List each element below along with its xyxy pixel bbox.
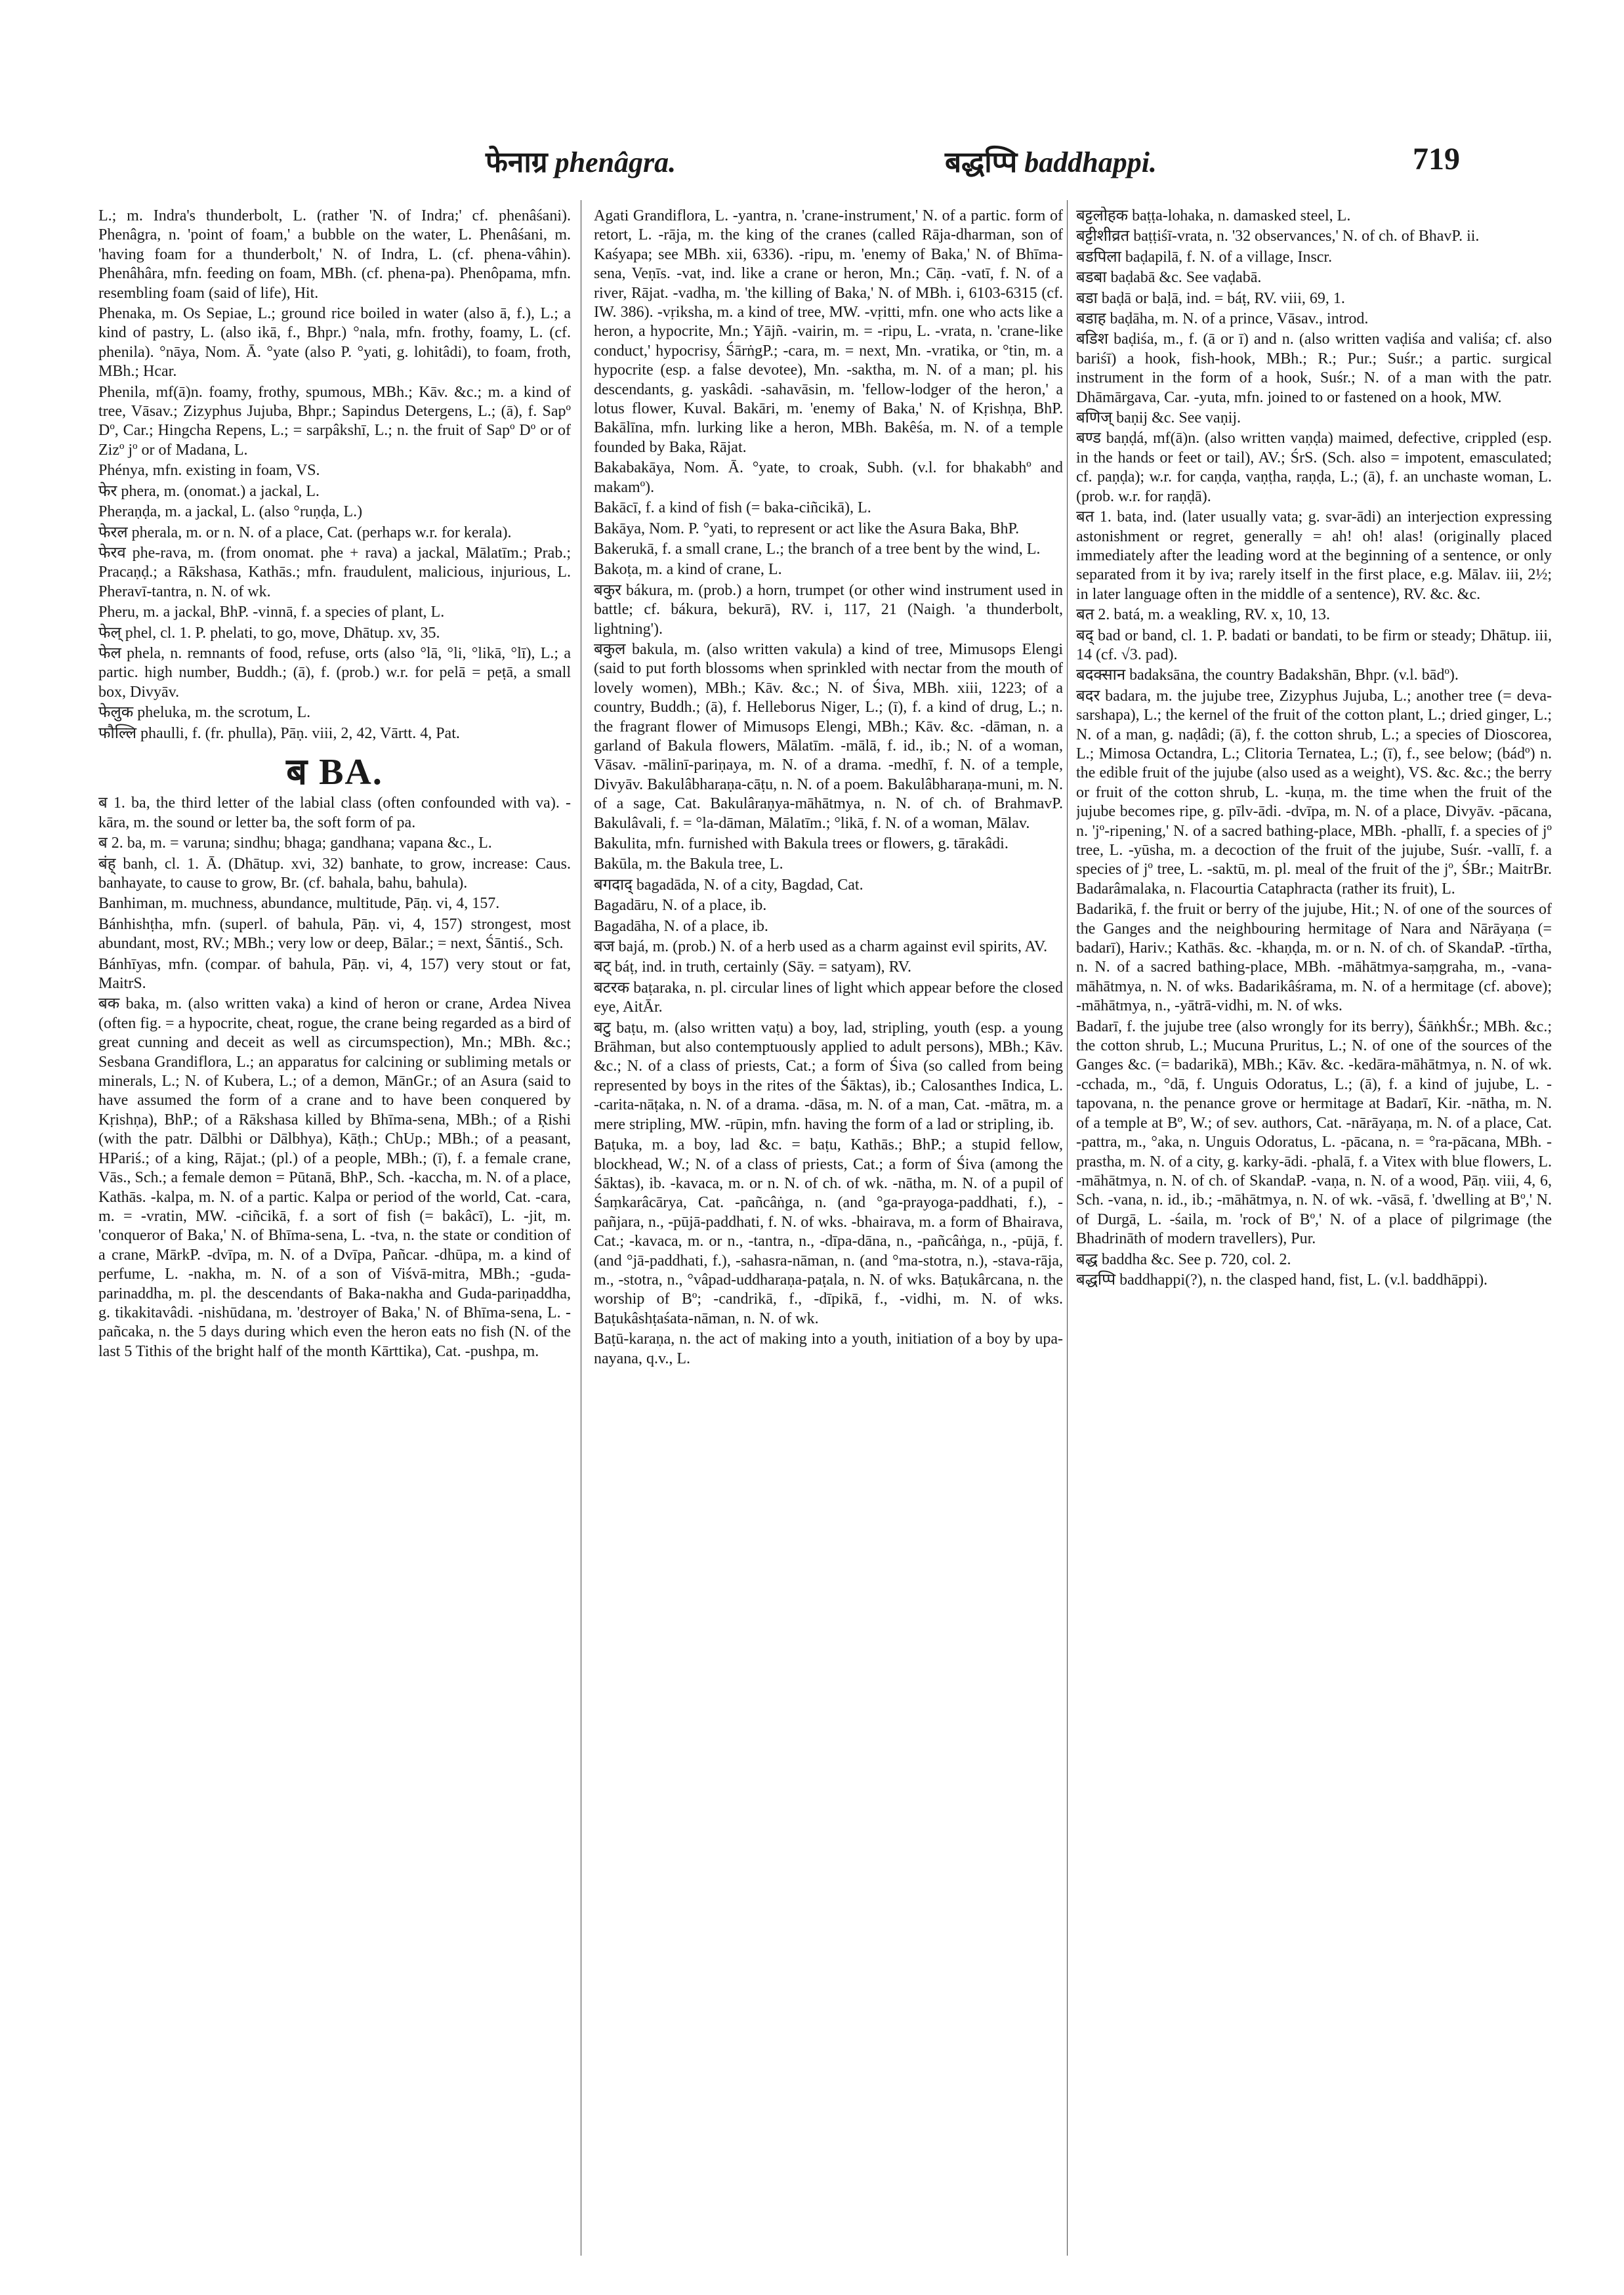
entry: बट्टलोहक baṭṭa-lohaka, n. damasked steel, L. xyxy=(1076,207,1351,224)
entry: बडिश baḍiśa, m., f. (ā or ī) and n. (also written vaḍiśa and valiśa; cf. also bariśī) a hook, fish-hook, MBh.; R.; Pur.; Suśr.; a partic. surgical instrument in the form of a hook, Suśr.; N. of a man with the patr. Dhāmārgava, Car. -yuta, mfn. joined to or fastened on a hook, MW. xyxy=(1076,331,1552,406)
entry: बगदाद् bagadāda, N. of a city, Bagdad, Cat. xyxy=(594,876,864,894)
entry: बद्ध baddha &c. See p. 720, col. 2. xyxy=(1076,1251,1291,1268)
header-left-roman: phenâgra. xyxy=(554,146,677,178)
entry: फेल phela, n. remnants of food, refuse, orts (also °lā, °li, °likā, °lī), L.; a partic. high number, Buddh.; (ā), f. (prob.) w.r. for pelā = peṭā, a small box, Divyāv. xyxy=(98,644,571,701)
column-1 xyxy=(98,207,571,2269)
page-header xyxy=(33,141,1591,180)
entry: बंह् banh, cl. 1. Ā. (Dhātup. xvi, 32) banhate, to grow, increase: Caus. banhayate, to cause to grow, Br. (cf. bahala, bahu, bahula). xyxy=(98,855,571,892)
entry: बदक्सान badaksāna, the country Badakshān, Bhpr. (v.l. bādº). xyxy=(1076,667,1459,684)
entry: फेरल pherala, m. or n. N. of a place, Cat. (perhaps w.r. for kerala). xyxy=(98,524,512,541)
entry: Bakūla, m. the Bakula tree, L. xyxy=(594,856,783,873)
entry: बक baka, m. (also written vaka) a kind of heron or crane, Ardea Nivea (often fig. = a hypocrite, cheat, rogue, the crane being regarded as a bird of great cunning and deceit as well as circumspection), Mn.; MBh. &c.; Sesbana Grandiflora, L.; an apparatus for calcining or subliming metals or minerals, L.; N. of Kubera, L.; of a demon, MānGr.; of an Asura (said to have assumed the form of a crane and to have been conquered by Kṛishṇa), BhP.; of a Rākshasa killed by Bhīma-sena, MBh.; of a Ṛishi (with the patr. Dālbhi or Dālbhya), Kāṭh.; ChUp.; MBh.; of a peasant, HPariś.; of a king, Rājat.; (pl.) of a people, MBh.; (ī), f. a female crane, Vās., Sch.; a female demon = Pūtanā, BhP., Sch. -kaccha, m. N. of a place, Kathās. -kalpa, m. N. of a partic. Kalpa or period of the world, Cat. -cara, m. = -vratin, MW. -ciñcikā, f. a sort of fish (= bakâcī), L. -jit, m. 'conqueror of Baka,' N. of Bhīma-sena, L. -tva, n. the state or condition of a crane, MārkP. -dvīpa, m. N. of a Dvīpa, Pañcar. -dhūpa, m. a kind of perfume, L. -nakha, m. N. of a son of Viśvā-mitra, MBh.; -guda-parinaddha, m. pl. the descendants of Baka-nakha and Guda-pariṇaddha, g. tikakitavâdi. -nishūdana, m. 'destroyer of Baka,' N. of Bhīma-sena, L. -pañcaka, n. the 5 days during which even the heron eats no fish (N. of the last 5 Tithis of the bright half of the month Kārttika), Cat. -pushpa, m. xyxy=(98,995,571,1360)
entry: Agati Grandiflora, L. -yantra, n. 'crane-instrument,' N. of a partic. form of retort, L. -rāja, m. the king of the cranes (called Rāja-dharman, son of Kaśyapa; see MBh. xii, 6336). -ripu, m. 'enemy of Baka,' N. of Bhīma-sena, Veṇīs. -vat, ind. like a crane or heron, Mn.; Cāṇ. -vatī, f. N. of a river, Rājat. -vadha, m. 'the killing of Baka,' N. of MBh. i, 6103-6315 (cf. IW. 386). -vṛiksha, m. a kind of tree, MW. -vṛitti, mfn. one who acts like a heron, a hypocrite, Mn.; Yājñ. -vairin, m. = -ripu, L. -vrata, n. 'crane-like conduct,' hypocrisy, ŚārṅgP.; -cara, m. = next, Mn. -vratika, or °tin, m. a hypocrite (esp. a false devotee), Mn. -saktha, m. N. of a man; pl. his descendants, g. yaskâdi. -sahavāsin, m. 'fellow-lodger of the heron,' a lotus flower, Kuval. Bakāri, m. 'enemy of Baka,' N. of Kṛishṇa, BhP. Bakālīna, mfn. lurking like a heron, MBh. Bakêśa, m. N. of a temple founded by Baka, Rājat. xyxy=(594,207,1063,456)
entry: ब 1. ba, the third letter of the labial class (often confounded with va). -kāra, m. the sound or letter ba, the soft form of pa. xyxy=(98,795,571,831)
entry: बद् bad or band, cl. 1. P. badati or bandati, to be firm or steady; Dhātup. iii, 14 (cf. √3. pad). xyxy=(1076,627,1552,663)
entry: Phénya, mfn. existing in foam, VS. xyxy=(98,462,320,480)
entry: Baṭū-karaṇa, n. the act of making into a youth, initiation of a boy by upa-nayana, q.v., L. xyxy=(594,1331,1063,1367)
entry: बद्धप्पि baddhappi(?), n. the clasped hand, fist, L. (v.l. baddhāppi). xyxy=(1076,1271,1488,1289)
entry: Pheru, m. a jackal, BhP. -vinnā, f. a species of plant, L. xyxy=(98,604,445,621)
entry: बज bajá, m. (prob.) N. of a herb used as a charm against evil spirits, AV. xyxy=(594,938,1048,956)
entry: बण्ड baṇḍá, mf(ā)n. (also written vaṇḍa) maimed, defective, crippled (esp. in the hands or feet or tail), AV.; ŚrS. (Sch. also = impotent, emasculated; cf. paṇḍa); w.r. for caṇḍa, vaṇṭha, raṇḍa, L.; (ā), f. an unchaste woman, L. (prob. w.r. for raṇḍā). xyxy=(1076,430,1552,505)
header-left-devanagari: फेनाग्र xyxy=(486,146,548,178)
entry: फेलुक pheluka, m. the scrotum, L. xyxy=(98,704,311,722)
header-center-headword xyxy=(945,141,1157,180)
entry: फौल्लि phaulli, f. (fr. phulla), Pāṇ. viii, 2, 42, Vārtt. 4, Pat. xyxy=(98,724,460,742)
header-center-devanagari: बद्धप्पि xyxy=(945,146,1018,178)
entry: बकुर bákura, m. (prob.) a horn, trumpet (or other wind instrument used in battle; cf. bákura, bekurā), RV. i, 117, 21 (Naigh. 'a thunderbolt, lightning'). xyxy=(594,581,1063,638)
header-left-headword xyxy=(486,141,676,180)
entry: बकुल bakula, m. (also written vakula) a kind of tree, Mimusops Elengi (said to put forth blossoms when sprinkled with nectar from the mouth of lovely women), MBh.; Kāv. &c.; N. of Śiva, MBh. xiii, 1223; of a country, Buddh.; (ā), f. Helleborus Niger, L.; (ī), f. a kind of drug, L.; n. the fragrant flower of Mimusops Elengi, MBh.; Kāv. &c. -dāman, n. a garland of Bakula flowers, Mālatīm. -mālā, f. id., ib.; N. of a woman, Vāsav. -mālinī-pariṇaya, m. N. of a drama. -medhī, f. N. of a temple, Divyāv. Bakulâbharaṇa-cāṭu, n. N. of a poem. Bakulâbharaṇa-muni, m. N. of a sage, Cat. Bakulâraṇya-māhātmya, n. N. of ch. of BrahmavP. Bakulâvali, f. = °la-dāman, Mālatīm.; °likā, f. N. of a woman, Mālav. xyxy=(594,640,1063,832)
entry: Bakabakāya, Nom. Ā. °yate, to croak, Subh. (v.l. for bhakabhº and makamº). xyxy=(594,459,1063,496)
entry: फेर phera, m. (onomat.) a jackal, L. xyxy=(98,482,320,500)
entry: Phenila, mf(ā)n. foamy, frothy, spumous, MBh.; Kāv. &c.; m. a kind of tree, Vāsav.; Zizyphus Jujuba, Bhpr.; Sapindus Detergens, L.; (ā), f. Sapº Dº, Car.; Hingcha Repens, L.; = sarpâkshī, L.; n. the fruit of Sapº Dº or of Zizº jº or of Madana, L. xyxy=(98,383,571,459)
column-2 xyxy=(594,207,1063,2269)
entry: बट्टीशीव्रत baṭṭiśī-vrata, n. '32 observances,' N. of ch. of BhavP. ii. xyxy=(1076,228,1480,245)
entry: Phenaka, m. Os Sepiae, L.; ground rice boiled in water (also ā, f.), L.; a kind of pastry, L. (also ikā, f., Bhpr.) °nala, mfn. frothy, foamy, L. (cf. phenila). °nāya, Nom. Ā. °yate (also P. °yati, g. lohitâdi), to foam, froth, MBh.; Hcar. xyxy=(98,305,571,381)
header-center-roman: baddhappi. xyxy=(1024,146,1157,178)
entry: Bakulita, mfn. furnished with Bakula trees or flowers, g. tārakâdi. xyxy=(594,835,1009,852)
column-divider xyxy=(1067,200,1068,2256)
entry: ब 2. ba, m. = varuna; sindhu; bhaga; gandhana; vapana &c., L. xyxy=(98,835,492,852)
page-number: 719 xyxy=(1413,142,1460,176)
entry: Baṭuka, m. a boy, lad &c. = baṭu, Kathās.; BhP.; a stupid fellow, blockhead, W.; N. of a class of priests, Cat.; a form of Śiva (among the Śāktas), ib. -kavaca, m. or n. N. of ch. of wk. -nātha, m. N. of a pupil of Śaṃkarâcārya, Cat. -pañcâṅga, n. (and °ga-prayoga-paddhati, f.), -pañjara, n., -pūjā-paddhati, f. N. of wks. -bhairava, m. a form of Bhairava, Cat.; -kavaca, m. or n., -tantra, n., -dīpa-dāna, n., -pañcâṅga, n., -pūjā, f. (and °jā-paddhati, f.), -sahasra-nāman, n. (and °ma-stotra, n.), -stava-rāja, m., -stotra, n., °vâpad-uddharaṇa-paṭala, n. N. of wks. Baṭukârcana, n. the worship of Bº; -candrikā, f., -dīpikā, f., -vidhi, m. N. of wks. Baṭukâshṭaśata-nāman, n. N. of wk. xyxy=(594,1136,1063,1327)
entry: Bakācī, f. a kind of fish (= baka-ciñcikā), L. xyxy=(594,499,871,517)
column-3 xyxy=(1076,207,1552,2269)
entry: फेरव phe-rava, m. (from onomat. phe + rava) a jackal, Mālatīm.; Prab.; Pracaṇḍ.; a Rākshasa, Kathās.; mfn. fraudulent, malicious, injurious, L. Pheravī-tantra, n. N. of wk. xyxy=(98,544,571,600)
entry: Bánhīyas, mfn. (compar. of bahula, Pāṇ. vi, 4, 157) very stout or fat, MaitrS. xyxy=(98,955,571,993)
entry: Bakāya, Nom. P. °yati, to represent or act like the Asura Baka, BhP. xyxy=(594,520,1020,537)
entry: बटरक baṭaraka, n. pl. circular lines of light which appear before the closed eye, AitĀr. xyxy=(594,979,1063,1016)
entry: L.; m. Indra's thunderbolt, L. (rather 'N. of Indra;' cf. phenâśani). Phenâgra, n. 'point of foam,' a bubble on the water, L. Phenâśani, m. 'having foam for a thunderbolt,' N. of Indra, L. (cf. phena-vâhin). Phenâhâra, mfn. feeding on foam, MBh. (cf. phena-pa). Phenôpama, mfn. resembling foam (said of life), Hit. xyxy=(98,207,571,302)
entry: Bagadāha, N. of a place, ib. xyxy=(594,917,768,935)
entry: बदर badara, m. the jujube tree, Zizyphus Jujuba, L.; another tree (= deva-sarshapa), L.; the kernel of the fruit of the cotton plant, L.; dried ginger, L.; N. of a man, g. naḍâdi; (ā), f. the cotton shrub, L.; a species of Dioscorea, L.; Mimosa Octandra, L.; Clitoria Ternatea, L.; (ī), f., see below; (bádº) n. the edible fruit of the jujube (also used as a weight), VS. &c. &c.; the berry or fruit of the cotton shrub, L. -kuṇa, m. the time when the fruit of the jujube becomes ripe, g. pīlv-ādi. -dvīpa, m. N. of a place, Divyāv. -pācana, n. 'jº-ripening,' N. of a sacred bathing-place, MBh. -phallī, f. a species of jº tree, L. -yūsha, m. a decoction of the fruit of the jujube, Suśr. -vallī, f. a species of jº tree, L. -saktū, m. pl. meal of the fruit of the jº, ŚBr.; MaitrBr. Badarâmalaka, n. Flacourtia Cataphracta (rather its fruit), L. xyxy=(1076,687,1552,898)
section-title: ब BA. xyxy=(286,751,383,793)
entry: बडाह baḍāha, m. N. of a prince, Vāsav., introd. xyxy=(1076,310,1369,328)
entry: बडपिला baḍapilā, f. N. of a village, Inscr. xyxy=(1076,248,1333,266)
entry: Bakerukā, f. a small crane, L.; the branch of a tree bent by the wind, L. xyxy=(594,540,1041,558)
entry: बटु baṭu, m. (also written vaṭu) a boy, lad, stripling, youth (esp. a young Brāhman, but also contemptuously applied to adult persons), MBh.; Kāv. &c.; N. of a class of priests, Cat.; a form of Śiva (so called from being represented by boys in the rites of the Śāktas), ib.; Calosanthes Indica, L. -carita-nāṭaka, n. N. of a drama. -dāsa, m. N. of a man, Cat. -mātra, m. a mere stripling, MW. -rūpin, mfn. having the form of a lad or stripling, ib. xyxy=(594,1019,1063,1133)
entry: बणिज् baṇij &c. See vaṇij. xyxy=(1076,409,1241,427)
entry: Bakoṭa, m. a kind of crane, L. xyxy=(594,561,782,579)
entry: बत 1. bata, ind. (later usually vata; g. svar-ādi) an interjection expressing astonishment or regret, generally = ah! oh! alas! (originally placed immediately after the leading word at the beginning of a sentence, or only separated from it by iva; rarely itself in the first place, e.g. Mālav. iii, 2½; in later language often in the middle of a sentence), RV. &c. &c. xyxy=(1076,508,1552,603)
entry: बट् báṭ, ind. in truth, certainly (Sāy. = satyam), RV. xyxy=(594,959,912,976)
entry: फेल् phel, cl. 1. P. phelati, to go, move, Dhātup. xv, 35. xyxy=(98,624,440,642)
entry: बडा baḍā or baḷā, ind. = báṭ, RV. viii, 69, 1. xyxy=(1076,289,1345,307)
entry: बडबा baḍabā &c. See vaḍabā. xyxy=(1076,269,1262,287)
entry: Badarī, f. the jujube tree (also wrongly for its berry), ŚāṅkhŚr.; MBh. &c.; the cotton shrub, L.; Mucuna Pruritus, L.; N. of one of the sources of the Ganges &c. (= badarikā), MBh.; Kāv. &c. -kedāra-māhātmya, n. N. of wk. -cchada, m., °dā, f. Unguis Odoratus, L.; (ā), f. a kind of jujube, L. -tapovana, n. the penance grove or hermitage at Badarī, Kir. -nātha, m. N. of a temple at Bº, W.; of sev. authors, Cat. -nārāyaṇa, m. N. of a place, Cat. -pattra, m., °aka, n. Unguis Odoratus, L. -pācana, n. = °ra-pācana, MBh. -prastha, m. N. of a city, g. karky-ādi. -phalā, f. a Vitex with blue flowers, L. -māhātmya, n. N. of ch. of SkandaP. -vaṇa, n. N. of a wood, Pāṇ. viii, 4, 6, Sch. -vana, n. id., ib.; -māhātmya, n. N. of wk. -vāsā, f. 'dwelling at Bº,' N. of Durgā, L. -śaila, m. 'rock of Bº,' N. of a place of pilgrimage (the Bhadrināth of modern travellers), Pur. xyxy=(1076,1018,1552,1248)
entry: Bánhishṭha, mfn. (superl. of bahula, Pāṇ. vi, 4, 157) strongest, most abundant, most, RV.; MBh.; very low or deep, Bālar.; = next, Śāntiś., Sch. xyxy=(98,915,571,953)
entry: Banhiman, m. muchness, abundance, multitude, Pāṇ. vi, 4, 157. xyxy=(98,895,500,913)
entry: Bagadāru, N. of a place, ib. xyxy=(594,897,767,915)
entry: Badarikā, f. the fruit or berry of the jujube, Hit.; N. of one of the sources of the Ganges and the neighbouring hermitage of Nara and Nārāyaṇa (= badarī), Hariv.; Kathās. &c. -khaṇḍa, m. or n. N. of ch. of SkandaP. -tīrtha, n. N. of a sacred bathing-place, MBh. -māhātmya-saṃgraha, m., -vana-māhātmya, n. N. of wks. Badarikâśrama, m. N. of a hermitage (cf. above); -māhātmya, n., -yātrā-vidhi, m. N. of wks. xyxy=(1076,901,1552,1015)
entry: Pheraṇḍa, m. a jackal, L. (also °ruṇḍa, L.) xyxy=(98,503,363,521)
entry: बत 2. batá, m. a weakling, RV. x, 10, 13. xyxy=(1076,606,1330,624)
